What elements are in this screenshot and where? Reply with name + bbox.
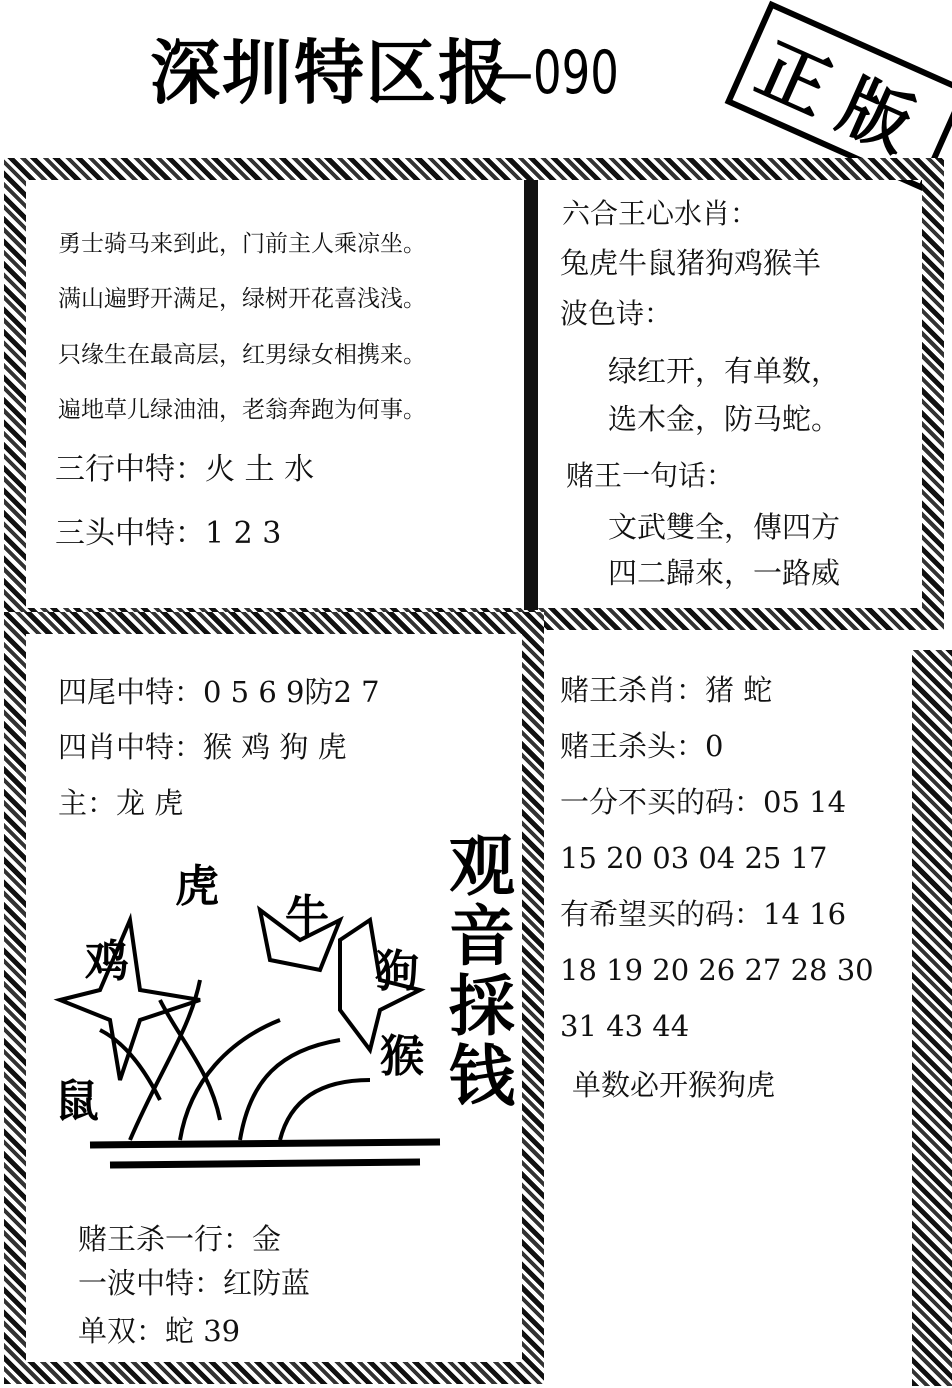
shatou-text: 赌王杀头：0 — [560, 729, 724, 763]
picture-char-rooster: 鸡 — [85, 936, 129, 987]
sanxing-text: 三行中特：火 土 水 — [55, 452, 315, 487]
issue-number: —090 — [488, 38, 619, 108]
bose-line-1: 绿红开，有单数， — [608, 354, 841, 388]
shayixing-text: 赌王杀一行：金 — [78, 1222, 282, 1256]
buyao-label: 一分不买的码：05 14 — [560, 785, 847, 819]
xiwang-label: 有希望买的码：14 16 — [560, 897, 847, 931]
vertical-title-char-2: 音 — [449, 898, 515, 975]
santou-text: 三头中特：1 2 3 — [55, 516, 282, 551]
yibo-text: 一波中特：红防蓝 — [78, 1266, 311, 1300]
bose-label: 波色诗： — [560, 297, 673, 330]
bose-line-2: 选木金，防马蛇。 — [608, 402, 841, 436]
poem-line-3: 只缘生在最高层，红男绿女相携来。 — [58, 342, 426, 368]
vertical-title-char-1: 观 — [449, 828, 515, 905]
newspaper-title: 深圳特区报 — [150, 32, 510, 114]
duwang-line-2: 四二歸來，一路威 — [608, 556, 841, 590]
sixiao-text: 四肖中特：猴 鸡 狗 虎 — [58, 730, 347, 764]
picture-char-monkey: 猴 — [380, 1031, 424, 1082]
poem-line-2: 满山遍野开满足，绿树开花喜浅浅。 — [58, 286, 426, 312]
duwang-line-1: 文武雙全，傳四方 — [608, 510, 841, 544]
duwang-label: 赌王一句话： — [566, 459, 735, 492]
guanyin-vertical-title — [442, 828, 522, 1115]
picture-char-dog: 狗 — [375, 946, 419, 997]
xinshui-zodiacs: 兔虎牛鼠猪狗鸡猴羊 — [560, 246, 822, 280]
picture-char-rat: 鼠 — [55, 1076, 99, 1127]
bottom-right-frame — [912, 650, 952, 1386]
authentic-stamp: 正版 — [725, 1, 952, 192]
shaxiao-text: 赌王杀肖：猪 蛇 — [560, 673, 773, 707]
zhu-text: 主：龙 虎 — [58, 786, 184, 820]
xinshui-label: 六合王心水肖： — [562, 197, 759, 230]
buyao-numbers: 15 20 03 04 25 17 — [560, 841, 828, 875]
poem-line-4: 遍地草儿绿油油，老翁奔跑为何事。 — [58, 397, 426, 423]
vertical-title-char-4: 钱 — [449, 1038, 515, 1115]
xiwang-row-2: 31 43 44 — [560, 1009, 690, 1043]
danshu-text: 单数必开猴狗虎 — [572, 1068, 776, 1102]
picture-char-ox: 牛 — [285, 891, 329, 942]
poem-line-1: 勇士骑马来到此，门前主人乘凉坐。 — [58, 231, 426, 257]
vertical-title-char-3: 採 — [449, 968, 515, 1045]
xiwang-row-1: 18 19 20 26 27 28 30 — [560, 953, 874, 987]
picture-char-tiger: 虎 — [175, 861, 219, 912]
siwei-text: 四尾中特：0 5 6 9防2 7 — [58, 675, 380, 709]
danshuang-text: 单双：蛇 39 — [78, 1314, 241, 1348]
top-center-divider — [524, 180, 538, 610]
